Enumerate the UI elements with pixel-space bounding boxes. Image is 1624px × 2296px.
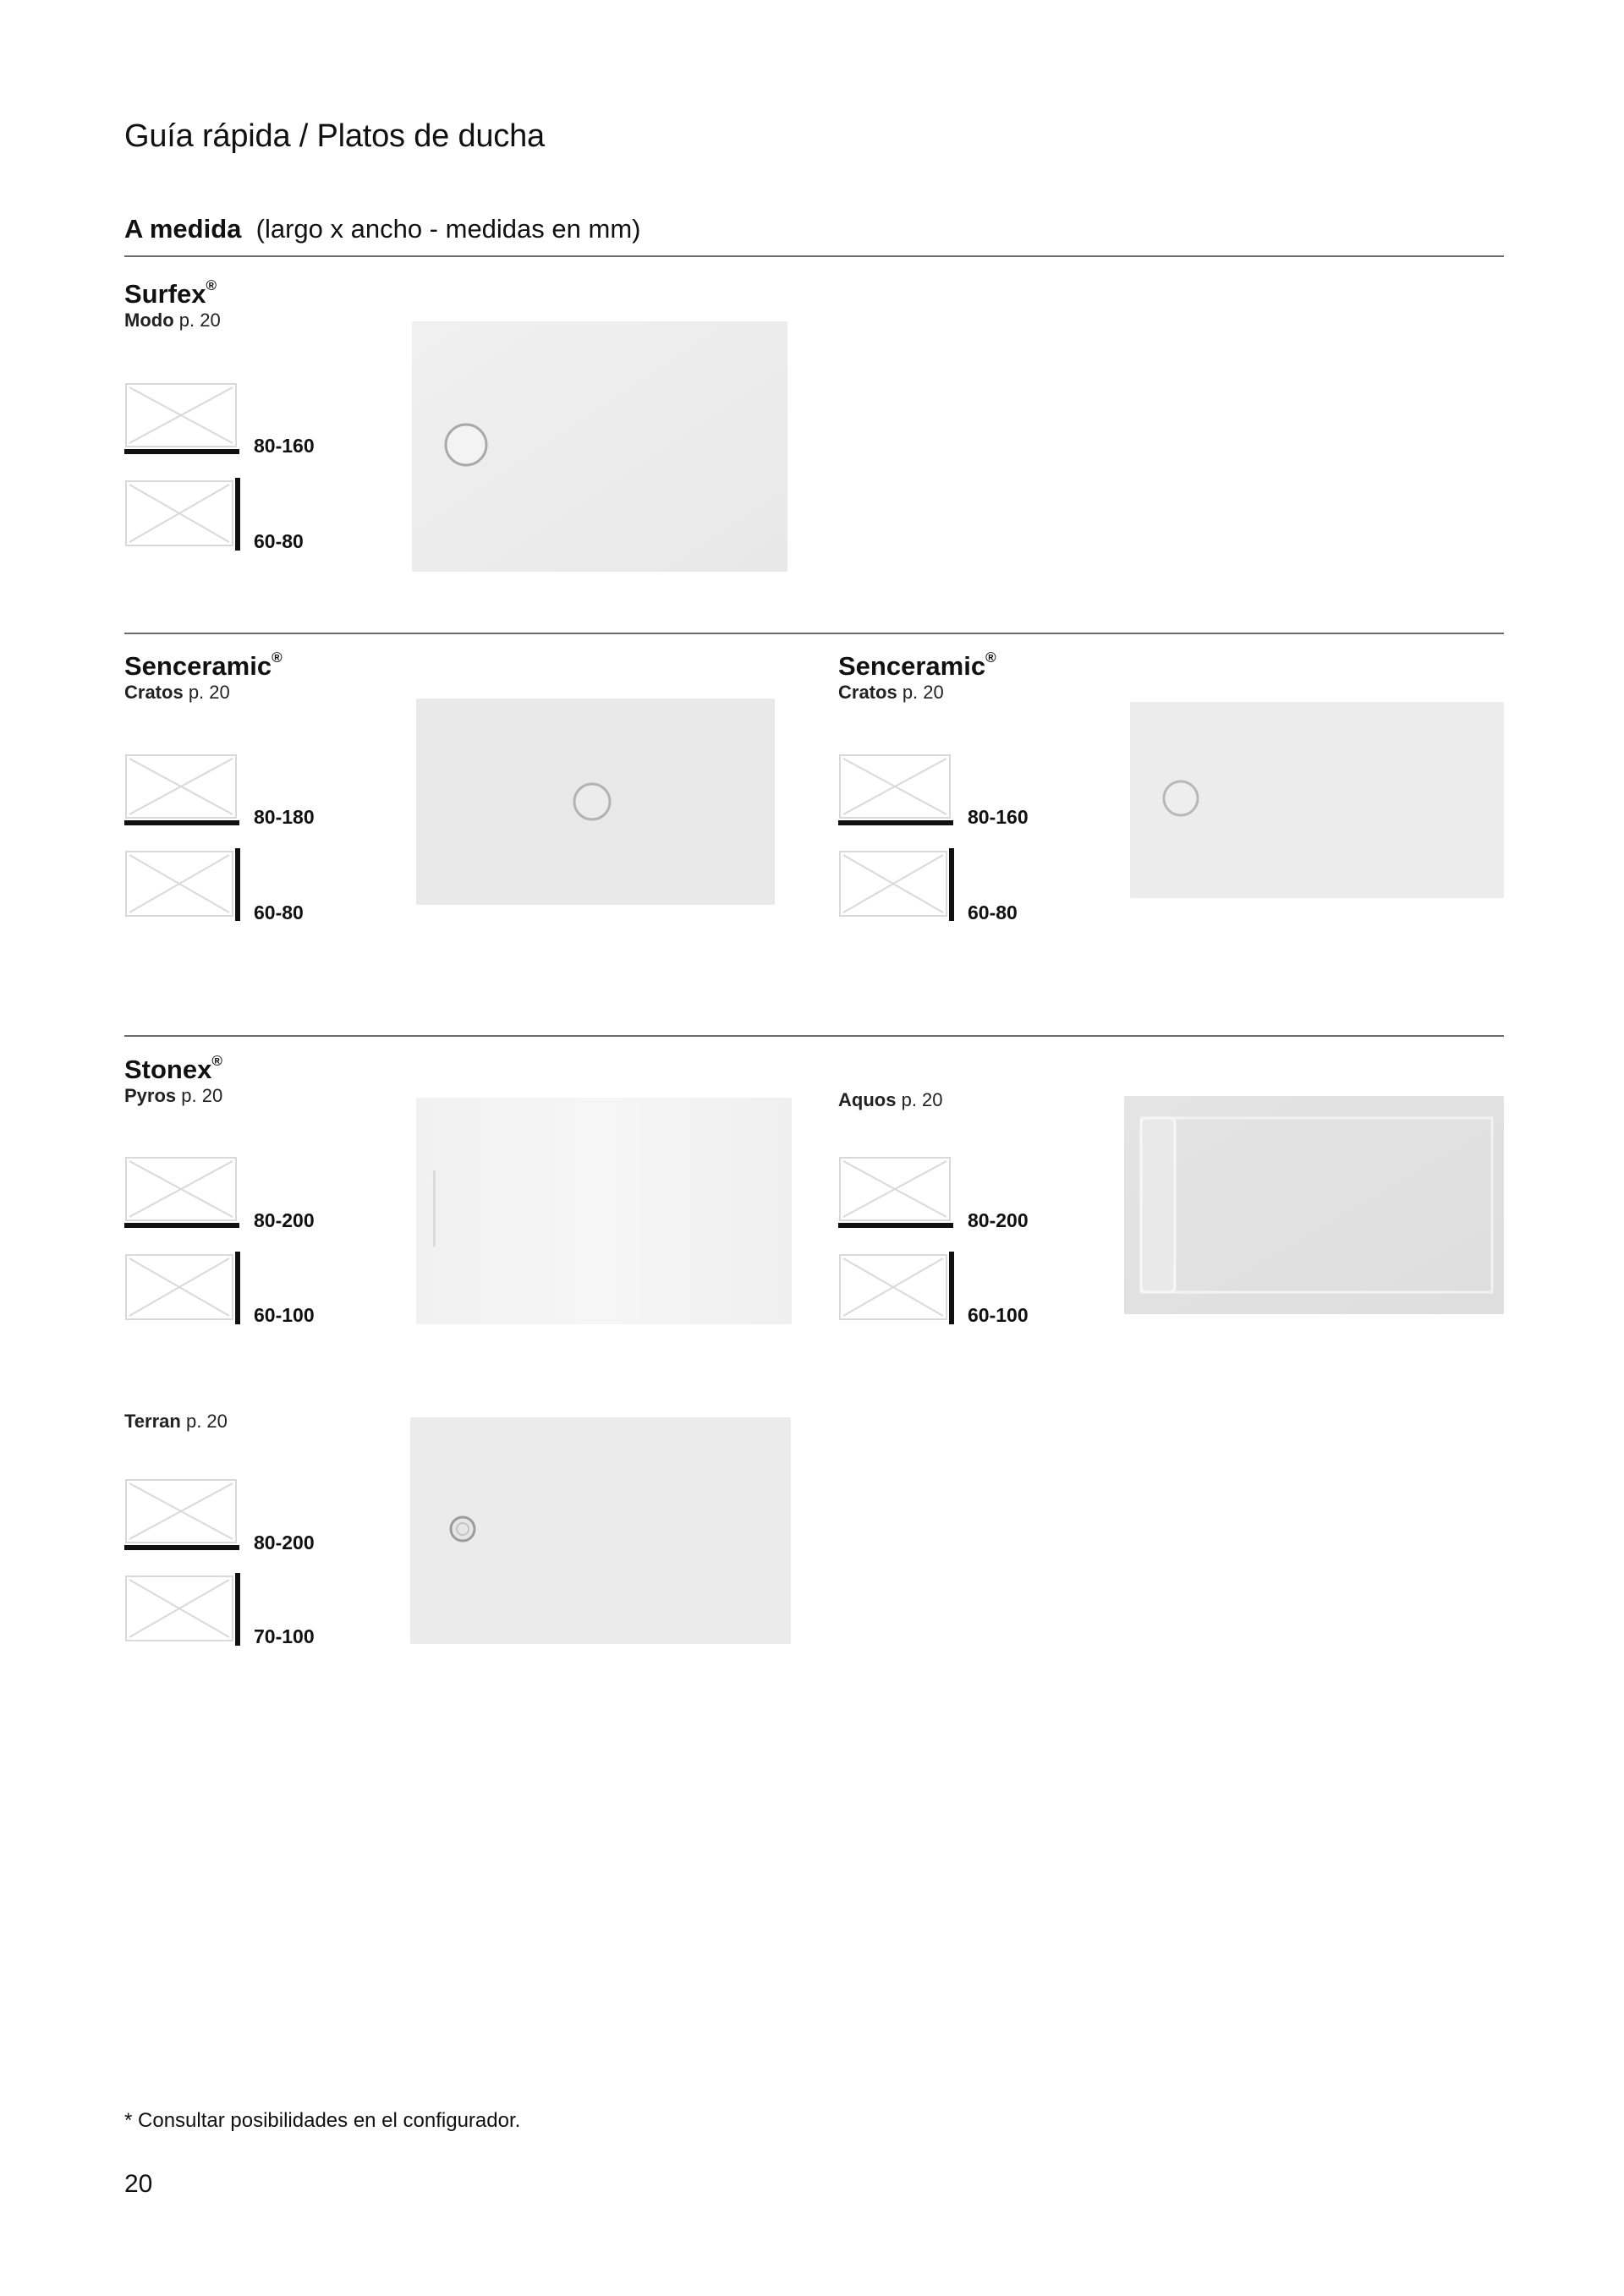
brand-name: Senceramic®: [124, 649, 283, 681]
model-name: Aquos p. 20: [838, 1089, 943, 1110]
section-heading: [124, 214, 640, 244]
linear-drain-icon: [1141, 1118, 1175, 1292]
linear-drain-icon: [433, 1170, 436, 1247]
product-block-senceramic-cratos-160: [838, 651, 996, 704]
length-value: 80-160: [254, 435, 315, 457]
model-name: Modo p. 20: [124, 310, 221, 331]
tray-length-dimension-icon: [124, 382, 243, 455]
shower-tray-photo: [416, 699, 775, 905]
length-value: 80-160: [968, 806, 1029, 828]
product-block-aquos: [838, 1089, 943, 1111]
drain-icon: [446, 425, 486, 465]
model-name: Pyros p. 20: [124, 1085, 223, 1106]
shower-tray-photo: [412, 321, 787, 572]
length-value: 80-200: [254, 1209, 315, 1231]
row-divider: [124, 1035, 1504, 1037]
width-value: 60-80: [254, 530, 304, 552]
page-title: Guía rápida / Platos de ducha: [124, 118, 545, 154]
product-block-surfex-modo: [124, 279, 221, 332]
page-number: 20: [124, 2170, 153, 2198]
tray-length-dimension-icon: [124, 1478, 243, 1551]
width-value: 60-100: [254, 1304, 315, 1326]
drain-icon: [1164, 781, 1198, 815]
width-value: 70-100: [254, 1625, 315, 1647]
footnote: * Consultar posibilidades en el configurador.: [124, 2109, 521, 2132]
tray-width-dimension-icon: [124, 1573, 243, 1646]
model-name: Cratos p. 20: [124, 682, 230, 703]
shower-tray-photo: [410, 1417, 791, 1644]
product-block-terran: [124, 1411, 228, 1433]
section-title: A medida: [124, 214, 242, 244]
shower-tray-photo: [1124, 1096, 1504, 1314]
section-divider: [124, 255, 1504, 257]
shower-tray-photo: [1130, 702, 1504, 898]
product-block-senceramic-cratos-180: [124, 651, 283, 704]
drain-icon: [451, 1517, 475, 1541]
shower-tray-photo: [416, 1098, 792, 1324]
brand-name: Stonex®: [124, 1053, 222, 1084]
tray-length-dimension-icon: [124, 1156, 243, 1229]
tray-width-dimension-icon: [124, 1252, 243, 1324]
tray-width-dimension-icon: [838, 1252, 957, 1324]
length-value: 80-180: [254, 806, 315, 828]
section-subtitle: (largo x ancho - medidas en mm): [255, 214, 641, 244]
tray-length-dimension-icon: [124, 753, 243, 826]
tray-width-dimension-icon: [124, 848, 243, 921]
length-value: 80-200: [968, 1209, 1029, 1231]
brand-name: Surfex®: [124, 277, 217, 309]
model-name: Cratos p. 20: [838, 682, 944, 703]
width-value: 60-100: [968, 1304, 1029, 1326]
tray-length-dimension-icon: [838, 1156, 957, 1229]
row-divider: [124, 633, 1504, 634]
model-name: Terran p. 20: [124, 1411, 228, 1432]
width-value: 60-80: [968, 901, 1018, 923]
drain-icon: [574, 784, 610, 819]
tray-length-dimension-icon: [838, 753, 957, 826]
product-block-stonex-pyros: [124, 1055, 222, 1107]
length-value: 80-200: [254, 1532, 315, 1553]
width-value: 60-80: [254, 901, 304, 923]
tray-width-dimension-icon: [124, 478, 243, 551]
tray-width-dimension-icon: [838, 848, 957, 921]
brand-name: Senceramic®: [838, 649, 996, 681]
